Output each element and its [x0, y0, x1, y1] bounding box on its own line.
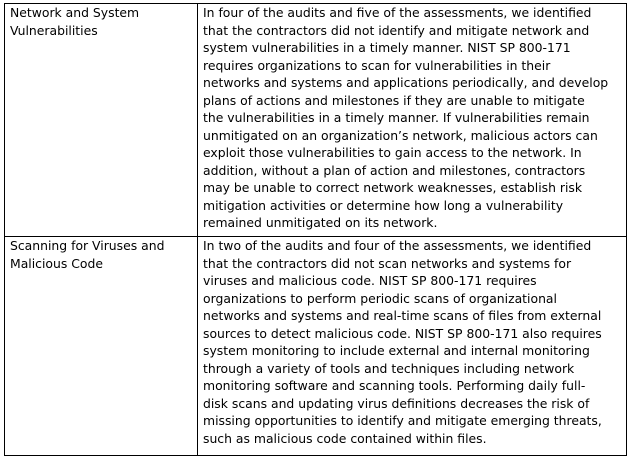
- category-text: Scanning for Viruses and Malicious Code: [10, 238, 165, 271]
- table-row: [5, 237, 627, 456]
- category-text: Network and System Vulnerabilities: [10, 5, 140, 38]
- finding-cell: [198, 237, 627, 456]
- finding-cell: [198, 4, 627, 237]
- finding-text: In four of the audits and five of the assessments, we identified that the contractors did not identify and mitigate network and system vulnerabilities in a timely manner. NIST SP 800-171 requires organizations to scan for vulnerabilities in their networks and systems and applications periodically, and develop plans of actions and milestones if they are unable to mitigate the vulnerabilities in a timely manner. If vulnerabilities remain unmitigated on an organization’s network, malicious actors can exploit those vulnerabilities to gain access to the network. In addition, without a plan of action and milestones, contractors may be unable to correct network weaknesses, establish risk mitigation activities or determine how long a vulnerability remained unmitigated on its network.: [203, 5, 609, 230]
- category-cell: [5, 237, 198, 456]
- table-row: [5, 4, 627, 237]
- category-cell: [5, 4, 198, 237]
- finding-text: In two of the audits and four of the assessments, we identified that the contractors did not scan networks and systems for viruses and malicious code. NIST SP 800-171 requires organizations to perform periodic scans of organizational networks and systems and real-time scans of files from external sources to detect malicious code. NIST SP 800-171 also requires system monitoring to include external and internal monitoring through a variety of tools and techniques including network monitoring software and scanning tools. Performing daily full- disk scans and updating virus definitions decreases the risk of missing opportunities to identify and mitigate emerging threats, such as malicious code contained within files.: [203, 238, 602, 446]
- findings-table: [4, 3, 627, 456]
